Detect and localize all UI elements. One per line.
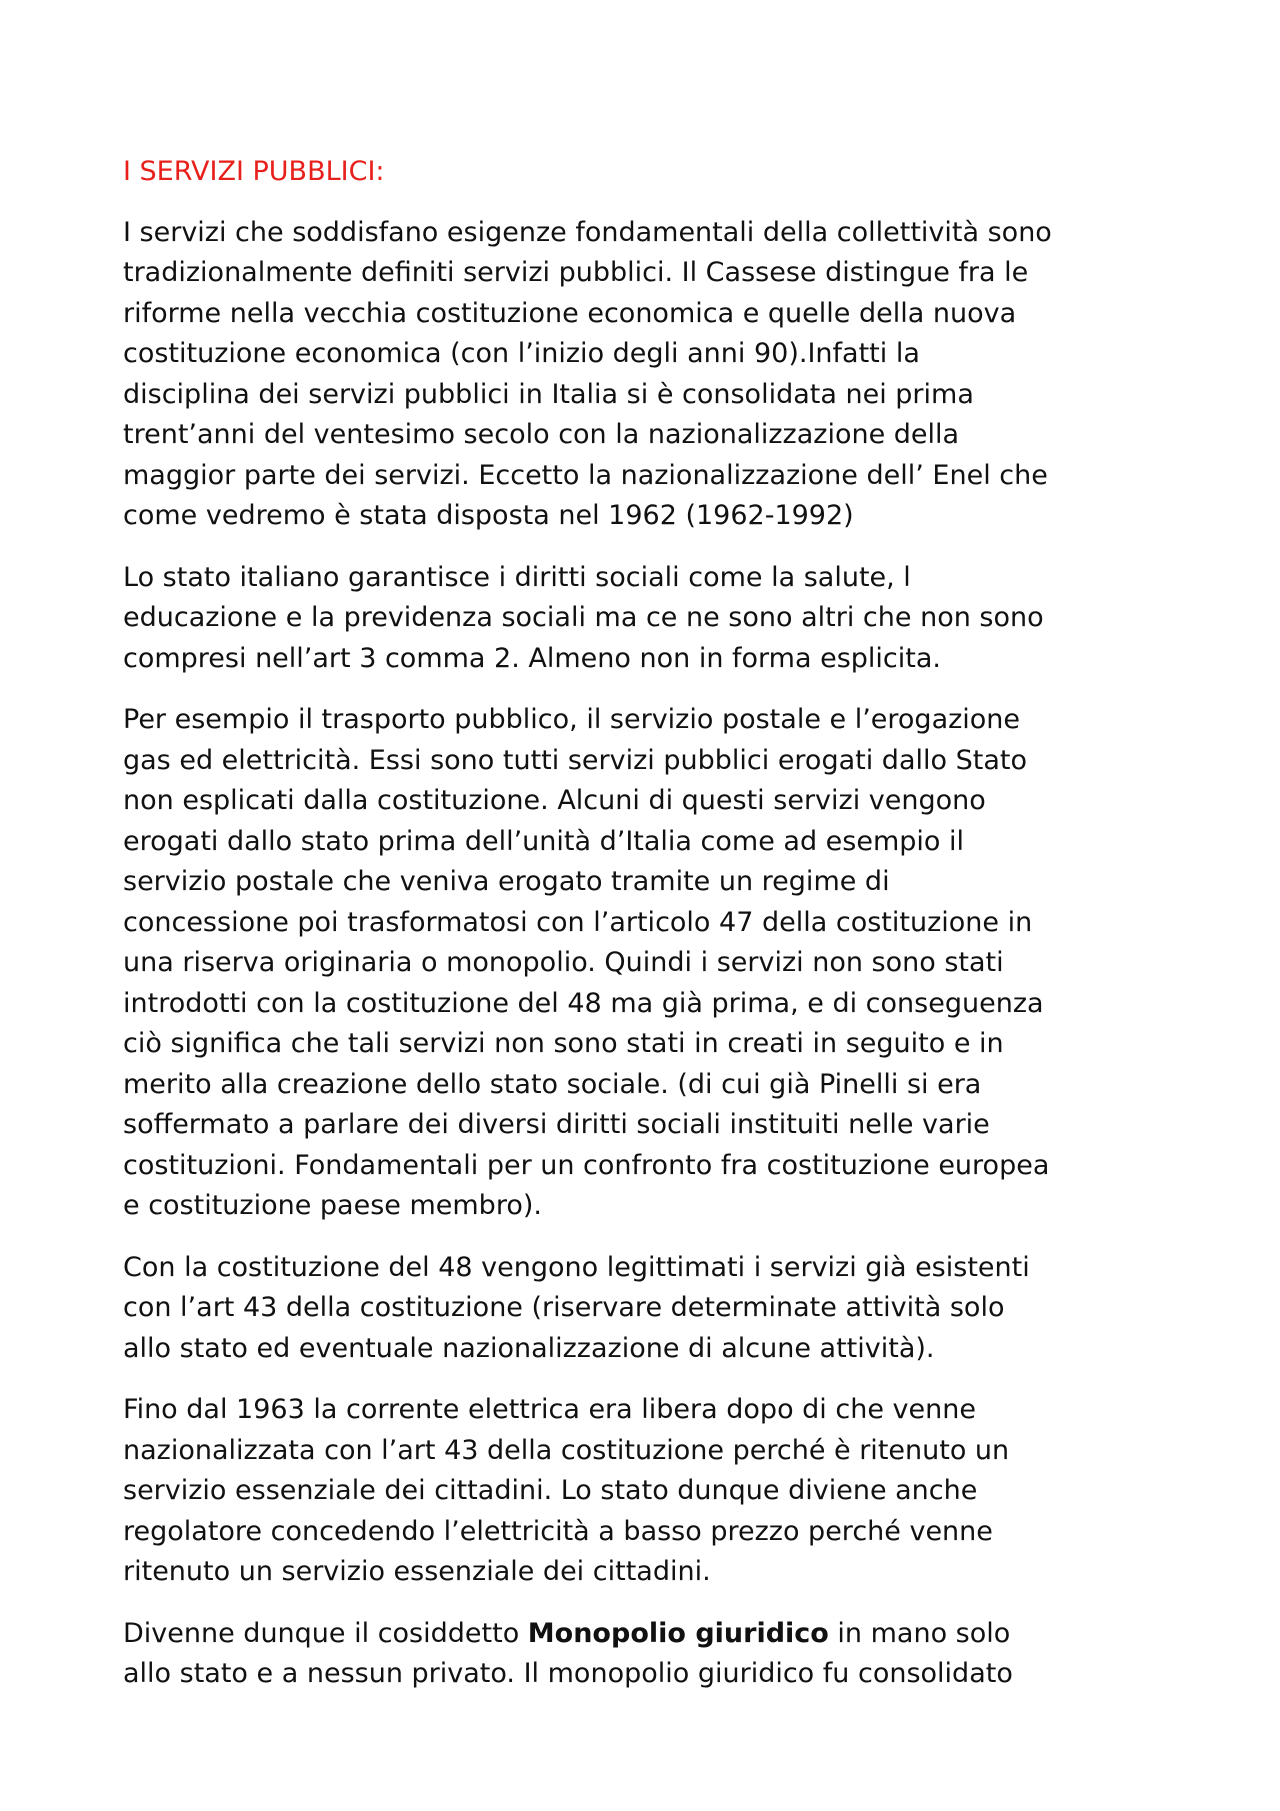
paragraph-line: nazionalizzata con l’art 43 della costituzione perché è ritenuto un [123,1434,1010,1466]
paragraph-line: allo stato ed eventuale nazionalizzazione di alcune attività). [123,1332,935,1364]
paragraph-3 [123,700,1183,1227]
paragraph-line: disciplina dei servizi pubblici in Italia si è consolidata nei prima [123,378,974,410]
paragraph-line: I servizi che soddisfano esigenze fondamentali della collettività sono [123,216,1052,248]
paragraph-line: Fino dal 1963 la corrente elettrica era libera dopo di che venne [123,1394,976,1425]
paragraph-line: introdotti con la costituzione del 48 ma già prima, e di conseguenza [123,987,1044,1019]
paragraph-line: trent’anni del ventesimo secolo con la nazionalizzazione della [123,419,960,450]
paragraph-2 [123,558,1183,680]
paragraph-line: regolatore concedendo l’elettricità a basso prezzo perché venne [123,1515,993,1547]
paragraph-line: e costituzione paese membro). [123,1190,542,1221]
paragraph-5 [123,1390,1183,1593]
paragraph-line: riforme nella vecchia costituzione economica e quelle della nuova [123,297,1017,329]
paragraph-line: non esplicati dalla costituzione. Alcuni di questi servizi vengono [123,785,986,816]
paragraph-line: con l’art 43 della costituzione (riservare determinate attività solo [123,1292,1005,1323]
paragraph-line: tradizionalmente definiti servizi pubblici. Il Cassese distingue fra le [123,257,1029,288]
section-heading: I SERVIZI PUBBLICI: [123,156,385,187]
paragraph-line: compresi nell’art 3 comma 2. Almeno non in forma esplicita. [123,642,941,674]
paragraph-line: servizio essenziale dei cittadini. Lo stato dunque diviene anche [123,1475,978,1506]
paragraph-1 [123,213,1183,537]
text-run: in mano solo [828,1617,1011,1649]
paragraph-line: concessione poi trasformatosi con l’articolo 47 della costituzione in [123,906,1033,938]
paragraph-line: come vedremo è stata disposta nel 1962 (1962-1992) [123,500,854,531]
document-body [123,152,1183,1716]
paragraph-line: merito alla creazione dello stato sociale. (di cui già Pinelli si era [123,1068,982,1100]
paragraph-line: ciò significa che tali servizi non sono stati in creati in seguito e in [123,1028,1004,1059]
paragraph-line: servizio postale che veniva erogato tramite un regime di [123,866,890,897]
paragraph-4 [123,1248,1183,1370]
paragraph-line [123,1614,1183,1655]
paragraph-line: una riserva originaria o monopolio. Quindi i servizi non sono stati [123,947,1004,978]
paragraph-line: allo stato e a nessun privato. Il monopolio giuridico fu consolidato [123,1658,1013,1689]
paragraph-line: Per esempio il trasporto pubblico, il servizio postale e l’erogazione [123,704,1021,735]
text-run: Divenne dunque il cosiddetto [123,1617,528,1649]
paragraph-line: erogati dallo stato prima dell’unità d’Italia come ad esempio il [123,825,965,857]
paragraph-line: Lo stato italiano garantisce i diritti sociali come la salute, l [123,561,911,593]
bold-term: Monopolio giuridico [527,1617,829,1649]
paragraph-line: costituzione economica (con l’inizio degli anni 90).Infatti la [123,338,920,369]
paragraph-line: gas ed elettricità. Essi sono tutti servizi pubblici erogati dallo Stato [123,744,1027,776]
paragraph-6 [123,1614,1183,1695]
paragraph-line: educazione e la previdenza sociali ma ce ne sono altri che non sono [123,602,1044,633]
paragraph-line: maggior parte dei servizi. Eccetto la nazionalizzazione dell’ Enel che [123,459,1048,491]
paragraph-line: costituzioni. Fondamentali per un confronto fra costituzione europea [123,1149,1050,1181]
paragraph-line: Con la costituzione del 48 vengono legittimati i servizi già esistenti [123,1251,1030,1283]
paragraph-line: soffermato a parlare dei diversi diritti sociali instituiti nelle varie [123,1109,990,1140]
paragraph-line: ritenuto un servizio essenziale dei cittadini. [123,1556,711,1587]
